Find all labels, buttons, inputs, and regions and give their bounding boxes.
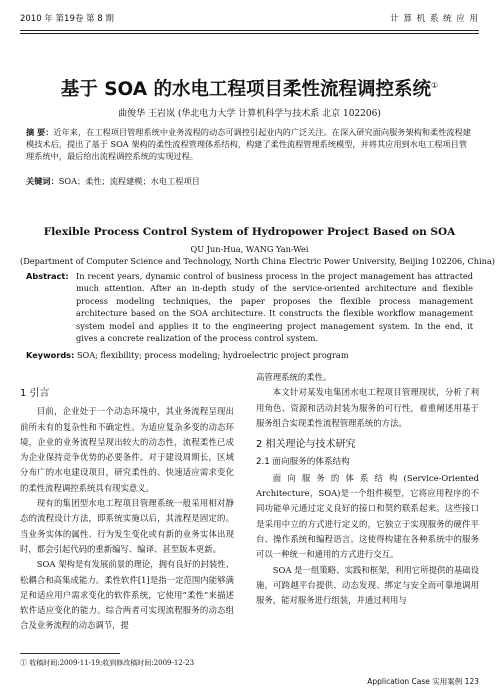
abstract-en-text: In recent years, dynamic control of business process in the project management has attracted much attention. After an in-depth study of the service-oriented architecture and flexible process modeling techniques, the paper proposes the flexible process management architecture based on the SOA architecture. It constructs the flexible workflow management system model and applies it to the engineering project management system. In the end, it gives a concrete realization of the process control system. [76, 271, 473, 344]
keywords-cn-text: SOA；柔性；流程建模；水电工程项目 [58, 176, 200, 186]
journal-name: 计 算 机 系 统 应 用 [390, 14, 479, 24]
section-1-heading: 1 引言 [20, 388, 50, 399]
page-footer: Application Case 实用案例 123 [367, 677, 479, 686]
subsection-2-1-heading: 2.1 面向服务的体系结构 [256, 457, 350, 468]
section-1-paragraph-4: 本文针对某发电集团水电工程项目管理现状，分析了利用角色、资源和活动封装为服务的可行性，着重阐述用基于服务组合实现柔性流程管理系统的方法。 [256, 387, 479, 428]
section-1-paragraph-3: SOA 架构是有发展前景的理论，拥有良好的封装性、松耦合和高集成能力。柔性软件[1]是指一定范围内能够满足和适应用户需求变化的软件系统，它使用“柔性”来描述软件适应变化的能力。综合两者可实现流程服务的动态组合及业务流程的动态调节，提 [20, 559, 234, 631]
continued-paragraph: 高管理系统的柔性。 [256, 372, 332, 382]
authors-cn: 曲俊华 王岩岚 (华北电力大学 计算机科学与技术系 北京 102206) [118, 109, 381, 119]
affiliation-en: (Department of Computer Science and Technology, North China Electric Power University, Beijing 102206, China) [20, 256, 495, 266]
running-header [20, 12, 479, 26]
title-footnote-mark: ① [431, 80, 439, 90]
footnote-rule [20, 653, 120, 654]
section-1-paragraph-2: 现有的集团型水电工程项目管理系统一般采用相对静态的流程设计方法，即系统实施以后，其流程是固定的。当业务实体的属性、行为发生变化或有新的业务实体出现时，都会引起代码的重新编写、编译、甚至版本更新。 [20, 498, 234, 554]
section-1-paragraph-1: 目前，企业处于一个动态环境中，其业务流程呈现出前所未有的复杂性和不确定性。为适应复杂多变的动态环境，企业的业务流程呈现出较大的动态性，流程柔性已成为企业保持竞争优势的必要条件。对于建设周期长，区域分布广的水电建设项目，研究柔性的、快速适应需求变化的柔性流程调控系统具有现实意义。 [20, 406, 234, 493]
section-2-heading: 2 相关理论与技术研究 [256, 439, 356, 451]
abstract-en-label: Abstract: [26, 271, 69, 281]
abstract-cn [26, 126, 473, 163]
paper-title-cn: 基于 SOA 的水电工程项目柔性流程调控系统① [60, 79, 439, 100]
authors-en: QU Jun-Hua, WANG Yan-Wei [190, 244, 309, 254]
abstract-cn-text: 近年来，在工程项目管理系统中业务流程的动态可调控引起业内的广泛关注。在深入研究面向服务架构和柔性流程建模技术后，提出了基于 SOA 架构的柔性流程管理体系结构，构建了柔性流程管理系统模型，并将其应用到水电工程项目管理系统中，最后给出流程调控系统的实现过程。 [26, 127, 471, 162]
header-rule [20, 30, 479, 31]
keywords-cn-label: 关键词： [26, 176, 59, 186]
section-2-paragraph-2: SOA 是一组策略、实践和框架，利用它所提供的基础设施，可跨越平台提供、动态发现、绑定与安全而可靠地调用服务，能对服务进行组装，并通过利用与 [256, 564, 479, 606]
keywords-cn [26, 175, 473, 187]
abstract-en [26, 270, 473, 344]
abstract-cn-label: 摘 要： [26, 127, 54, 137]
right-column [256, 370, 479, 608]
keywords-en [26, 350, 473, 360]
paper-title-en: Flexible Process Control System of Hydropower Project Based on SOA [43, 226, 456, 238]
keywords-en-label: Keywords: [26, 350, 75, 360]
left-column [20, 386, 234, 634]
section-2-paragraph-1: 面向服务的体系结构(Service-Oriented Architecture，SOA)是一个组件模型，它将应用程序的不同功能单元通过定义良好的接口和契约联系起来。这些接口是采用中立的方式进行定义的，它独立于实现服务的硬件平台、操作系统和编程语言。这使得构建在各种系统中的服务可以一种统一和通用的方式进行交互。 [256, 472, 479, 560]
footnote: ① 收稿时间:2009-11-19;收到修改稿时间:2009-12-23 [20, 659, 195, 667]
header-rule-2 [20, 33, 479, 34]
issue-info: 2010 年 第19卷 第 8 期 [20, 14, 114, 24]
keywords-en-text: SOA; flexibility; process modeling; hydroelectric project program [76, 350, 349, 360]
